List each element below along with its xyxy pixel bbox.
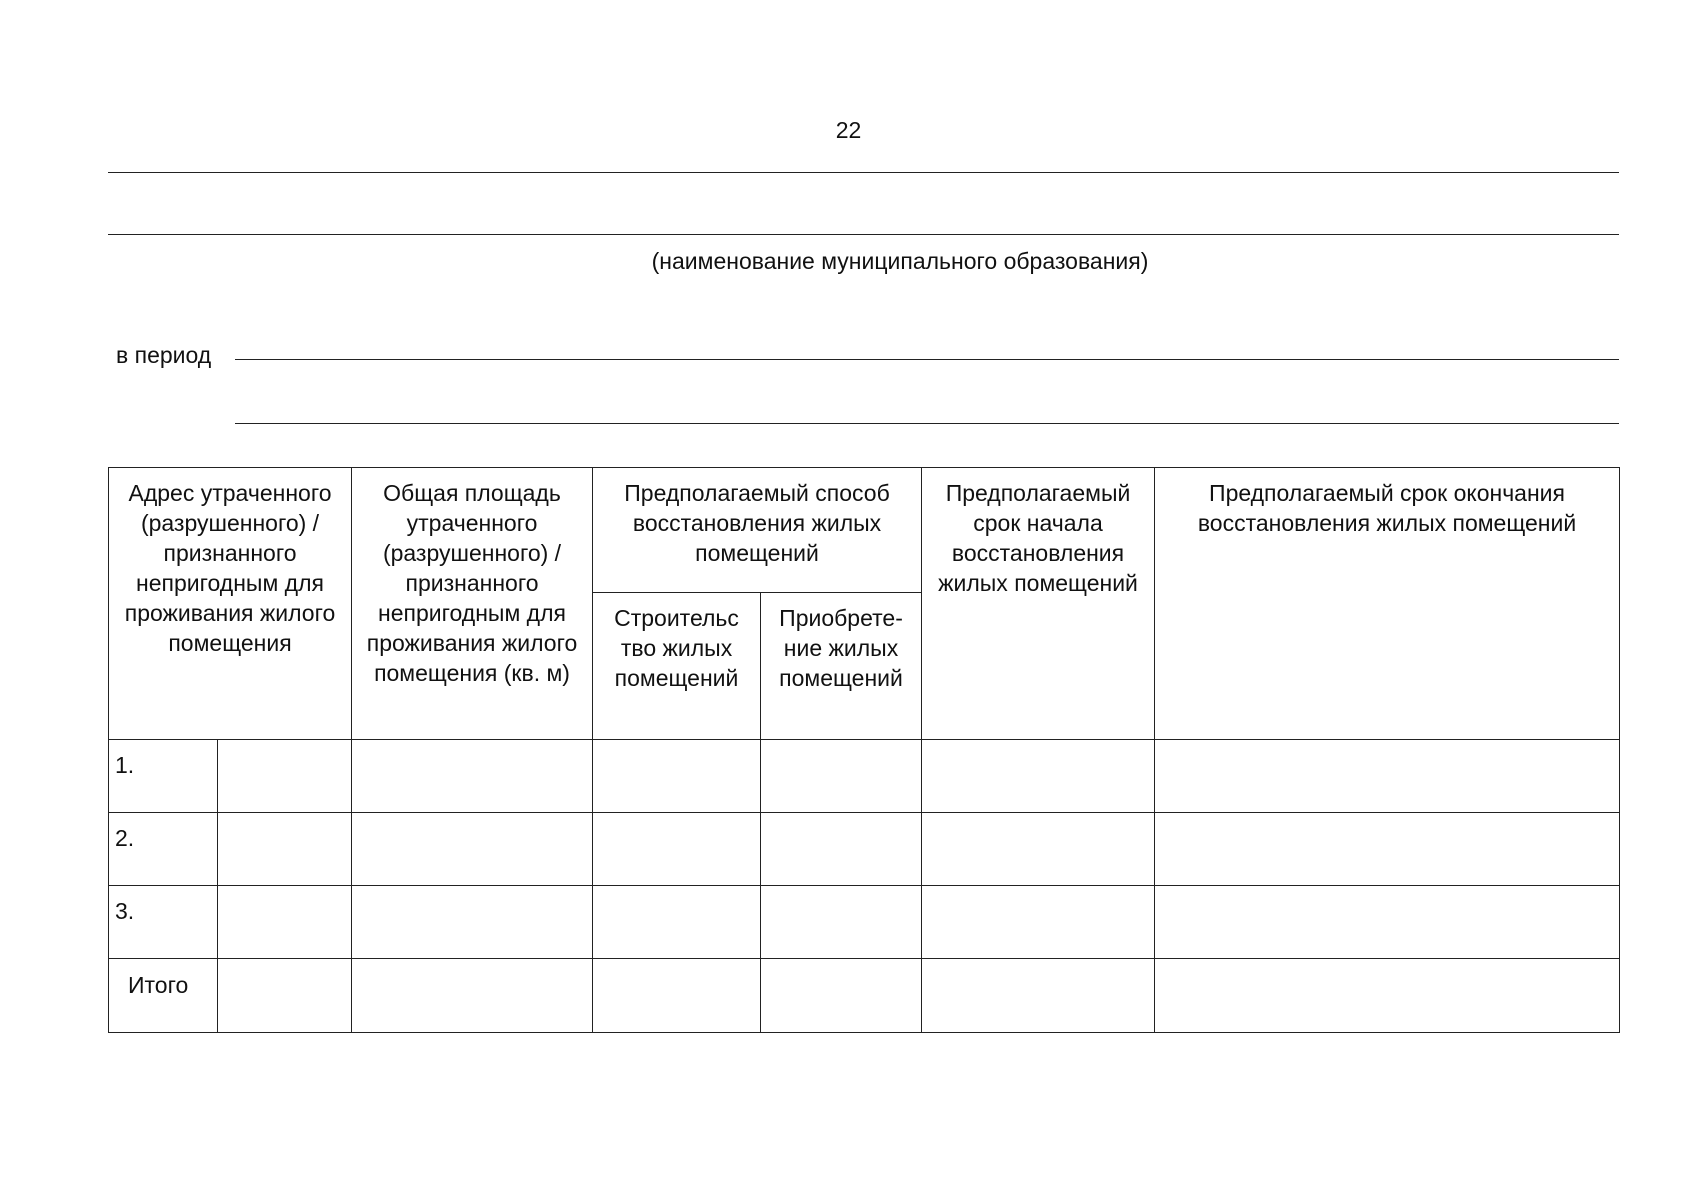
total-label-cell: Итого bbox=[109, 959, 218, 1033]
register-table bbox=[108, 467, 1620, 1033]
header-end-date: Предполагаемый срок окончания восстановления жилых помещений bbox=[1155, 468, 1620, 740]
header-address: Адрес утраченного (разрушенного) / признанного непригодным для проживания жилого помещения bbox=[109, 468, 352, 740]
row-number-cell: 2. bbox=[109, 813, 218, 886]
address-cell[interactable] bbox=[218, 886, 352, 959]
address-cell[interactable] bbox=[218, 813, 352, 886]
area-cell[interactable] bbox=[352, 740, 593, 813]
purchase-cell[interactable] bbox=[761, 813, 922, 886]
construction-cell[interactable] bbox=[593, 886, 761, 959]
end-date-cell[interactable] bbox=[1155, 740, 1620, 813]
table-row bbox=[109, 886, 1620, 959]
end-date-cell[interactable] bbox=[1155, 886, 1620, 959]
construction-cell[interactable] bbox=[593, 813, 761, 886]
municipality-caption: (наименование муниципального образования) bbox=[651, 248, 1149, 274]
purchase-cell[interactable] bbox=[761, 959, 922, 1033]
period-label: в период bbox=[116, 342, 212, 368]
header-method-group: Предполагаемый способ восстановления жилых помещений bbox=[593, 468, 922, 593]
area-cell[interactable] bbox=[352, 886, 593, 959]
row-number-cell: 1. bbox=[109, 740, 218, 813]
header-method-construction: Строительс тво жилых помещений bbox=[593, 593, 761, 740]
municipality-name-line-2 bbox=[108, 234, 1619, 235]
construction-cell[interactable] bbox=[593, 740, 761, 813]
period-line-1 bbox=[235, 359, 1619, 360]
municipality-name-line-1 bbox=[108, 172, 1619, 173]
table-row bbox=[109, 740, 1620, 813]
header-area: Общая площадь утраченного (разрушенного) / признанного непригодным для проживания жилого помещения (кв. м) bbox=[352, 468, 593, 740]
address-cell[interactable] bbox=[218, 740, 352, 813]
start-date-cell[interactable] bbox=[922, 740, 1155, 813]
period-line-2 bbox=[235, 423, 1619, 424]
table-row bbox=[109, 813, 1620, 886]
header-method-purchase: Приобрете-ние жилых помещений bbox=[761, 593, 922, 740]
purchase-cell[interactable] bbox=[761, 740, 922, 813]
header-start-date: Предполагаемый срок начала восстановления жилых помещений bbox=[922, 468, 1155, 740]
area-cell[interactable] bbox=[352, 959, 593, 1033]
header-row-1 bbox=[109, 468, 1620, 593]
end-date-cell[interactable] bbox=[1155, 813, 1620, 886]
total-row bbox=[109, 959, 1620, 1033]
start-date-cell[interactable] bbox=[922, 813, 1155, 886]
row-number-cell: 3. bbox=[109, 886, 218, 959]
area-cell[interactable] bbox=[352, 813, 593, 886]
start-date-cell[interactable] bbox=[922, 886, 1155, 959]
purchase-cell[interactable] bbox=[761, 886, 922, 959]
end-date-cell[interactable] bbox=[1155, 959, 1620, 1033]
address-cell[interactable] bbox=[218, 959, 352, 1033]
page-number: 22 bbox=[835, 117, 862, 143]
start-date-cell[interactable] bbox=[922, 959, 1155, 1033]
construction-cell[interactable] bbox=[593, 959, 761, 1033]
